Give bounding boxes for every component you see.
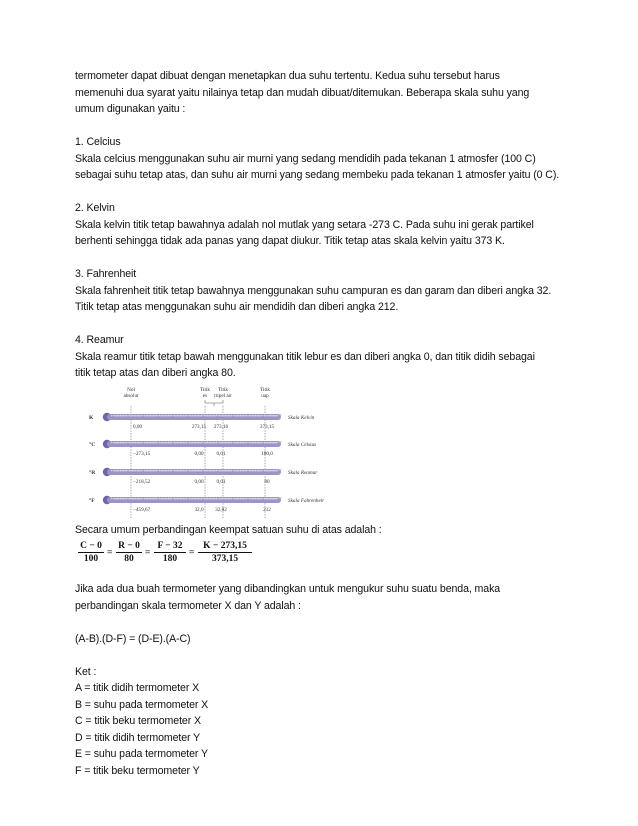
scale-name-label: Skala Reamur xyxy=(288,469,318,476)
scale-value: 0,00 xyxy=(133,423,143,430)
column-label: Nol xyxy=(127,386,135,393)
equals-sign: = xyxy=(145,548,151,558)
scale-value: 32,02 xyxy=(215,506,227,513)
comparison-intro: Secara umum perbandingan keempat satuan suhu di atas adalah : xyxy=(75,523,382,536)
fraction-numerator: F − 32 xyxy=(154,541,186,553)
thermometer-highlight xyxy=(111,414,279,416)
equals-sign: = xyxy=(189,548,195,558)
fraction-celsius xyxy=(78,541,104,564)
fraction-kelvin xyxy=(198,541,252,564)
scale-relation: (A-B).(D-F) = (D-E).(A-C) xyxy=(75,632,191,645)
ket-item: A = titik didih termometer X xyxy=(75,682,200,694)
intro-line: termometer dapat dibuat dengan menetapkan dua suhu tertentu. Kedua suhu tersebut harus xyxy=(75,70,500,82)
section-heading-fahrenheit: 3. Fahrenheit xyxy=(75,268,137,280)
section-text: titik tetap atas dan diberi angka 80. xyxy=(75,367,236,379)
column-label: tripel air xyxy=(214,392,232,399)
ket-heading: Ket : xyxy=(75,665,97,678)
scale-value: 0,00 xyxy=(194,478,204,485)
scale-value: 212 xyxy=(263,506,271,513)
section-text: Skala kelvin titik tetap bawahnya adalah nol mutlak yang setara -273 C. Pada suhu ini gerak partikel xyxy=(75,218,534,231)
column-label: Titik xyxy=(260,386,270,393)
scale-unit-label: °R xyxy=(89,469,96,476)
fraction-numerator: K − 273,15 xyxy=(198,541,252,553)
scale-value: 80 xyxy=(264,478,270,485)
ket-item: E = suhu pada termometer Y xyxy=(75,748,208,760)
document-page xyxy=(75,68,575,779)
intro-line: memenuhi dua syarat yaitu nilainya tetap dan mudah dibuat/ditemukan. Beberapa skala suhu yang xyxy=(75,86,530,99)
scale-value: −218,52 xyxy=(133,478,151,485)
column-label: Titik xyxy=(200,386,210,393)
fraction-numerator: R − 0 xyxy=(116,541,142,553)
ket-item: F = titik beku termometer Y xyxy=(75,764,200,777)
section-text: Skala fahrenheit titik tetap bawahnya menggunakan suhu campuran es dan garam dan diberi angka 32. xyxy=(75,284,552,297)
column-label: Titik xyxy=(218,386,228,393)
fraction-reamur xyxy=(116,541,142,564)
scale-unit-label: K xyxy=(89,414,94,421)
section-text: Titik tetap atas menggunakan suhu air mendidih dan diberi angka 212. xyxy=(75,301,399,313)
section-text: Skala celcius menggunakan suhu air murni yang sedang mendidih pada tekanan 1 atmosfer (100 C) xyxy=(75,152,536,165)
equals-sign: = xyxy=(107,548,113,558)
intro-line: umum digunakan yaitu : xyxy=(75,103,186,115)
thermometer-highlight xyxy=(111,469,279,471)
temperature-ratio-formula xyxy=(78,541,253,571)
scale-value: −459,67 xyxy=(133,506,151,513)
section-heading-kelvin: 2. Kelvin xyxy=(75,202,115,214)
scale-value: 0,00 xyxy=(194,450,204,457)
scale-unit-label: °C xyxy=(89,441,96,448)
ket-item: C = titik beku termometer X xyxy=(75,715,201,727)
fraction-denominator: 100 xyxy=(83,554,99,564)
scale-name-label: Skala Kelvin xyxy=(288,414,315,421)
scale-value: 100,0 xyxy=(261,450,273,457)
scale-value: 273,16 xyxy=(213,423,229,430)
scale-name-label: Skala Fahrenheit xyxy=(288,497,324,504)
section-text: berhenti sehingga tidak ada panas yang dapat diukur. Titik tetap atas skala kelvin yaitu 373 K. xyxy=(75,235,505,247)
thermometer-scales-figure xyxy=(83,384,353,522)
thermometer-highlight xyxy=(111,441,279,443)
thermometer-highlight xyxy=(111,497,279,499)
scale-value: 273,15 xyxy=(191,423,207,430)
section-heading-celcius: 1. Celcius xyxy=(75,136,121,148)
fraction-denominator: 180 xyxy=(162,554,178,564)
section-heading-reamur: 4. Reamur xyxy=(75,334,124,346)
scale-value: 373,15 xyxy=(259,423,275,430)
section-text: Skala reamur titik tetap bawah menggunakan titik lebur es dan diberi angka 0, dan titik didih sebagai xyxy=(75,350,535,363)
scale-unit-label: °F xyxy=(89,497,95,504)
fraction-numerator: C − 0 xyxy=(78,541,104,553)
thermometer-scales-diagram xyxy=(83,384,353,522)
scale-value: 32,0 xyxy=(194,506,204,513)
scale-value: 0,01 xyxy=(216,450,226,457)
label-bracket xyxy=(205,400,223,403)
two-thermometer-text: Jika ada dua buah termometer yang dibandingkan untuk mengukur suhu suatu benda, maka xyxy=(75,583,501,595)
scale-value: 0,01 xyxy=(216,478,226,485)
fraction-denominator: 373,15 xyxy=(211,554,239,564)
section-text: sebagai suhu tetap atas, dan suhu air murni yang sedang membeku pada tekanan 1 atmosfer yaitu (0 C). xyxy=(75,169,560,181)
column-label: es xyxy=(202,392,208,399)
column-label: absolut xyxy=(123,392,139,399)
column-label: uap xyxy=(261,392,269,399)
ket-item: B = suhu pada termometer X xyxy=(75,698,209,711)
two-thermometer-text: perbandingan skala termometer X dan Y adalah : xyxy=(75,599,301,612)
ket-item: D = titik didih termometer Y xyxy=(75,731,201,744)
scale-value: −273,15 xyxy=(133,450,151,457)
scale-name-label: Skala Celsius xyxy=(288,441,317,448)
fraction-fahrenheit xyxy=(154,541,186,564)
fraction-denominator: 80 xyxy=(124,554,134,564)
